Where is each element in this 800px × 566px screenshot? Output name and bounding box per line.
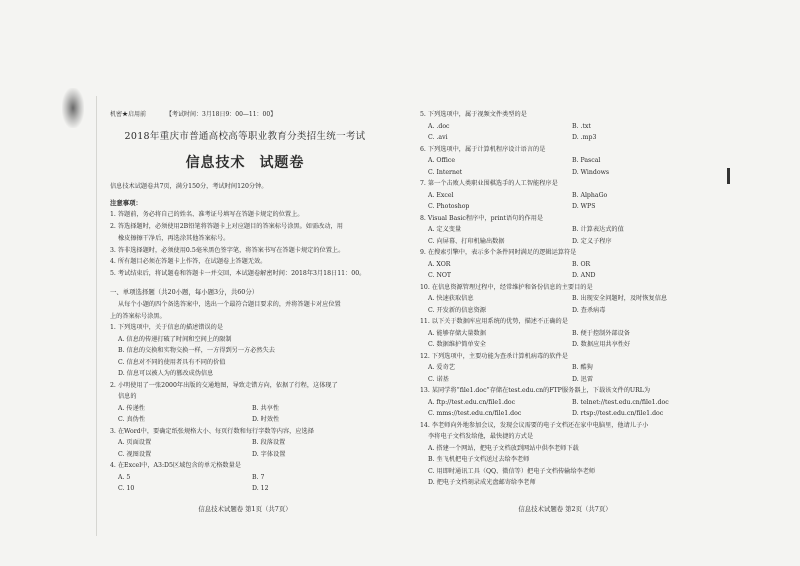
option: B. 计算表达式的值 [572, 226, 624, 233]
option: C. 诺基 [428, 375, 449, 383]
option: C. 视图设置 [118, 450, 152, 458]
option: D. rtsp://test.edu.cn/file1.doc [572, 410, 664, 417]
exam-main-title: 2018年重庆市普通高校高等职业教育分类招生统一考试 [124, 131, 366, 142]
question-stem: 12. 下列选项中，主要功能为查杀计算机病毒的软件是 [420, 352, 568, 360]
question-stem: 8. Visual Basic程序中，print语句的作用是 [420, 214, 544, 222]
question-stem: 13. 某同学将“file1.doc”存储在test.edu.cn的FTP服务器上，下载该文件的URL为 [420, 387, 651, 394]
option: A. 爱奇艺 [428, 364, 455, 371]
note-item: 2. 答选择题时，必须使用2B铅笔将答题卡上对应题目的答案标号涂黑。如需改动，用 [110, 222, 343, 230]
option: C. 用即时通讯工具（QQ、微信等）把电子文档传输给李老师 [428, 467, 596, 475]
option: B. 信息的交换和实物交换一样，一方得到另一方必然失去 [118, 347, 275, 355]
question-stem: 9. 在搜索引擎中，表示多个条件同时满足的逻辑运算符是 [420, 249, 577, 256]
option: B. 7 [252, 473, 265, 481]
option: A. 传递性 [118, 404, 145, 412]
question-stem: 10. 在信息资源管理过程中，经常维护和备份信息的主要目的是 [420, 283, 593, 291]
note-item: 3. 答非选择题时，必须使用0.5毫米黑色签字笔，将答案书写在答题卡规定的位置上。 [110, 246, 345, 254]
exam-time: 【考试时间：3月18日9：00—11：00】 [166, 111, 277, 118]
option: D. 迅雷 [572, 375, 594, 383]
option: B. 坐飞机把电子文档送过去给李老师 [428, 456, 530, 463]
options-grid [420, 342, 710, 348]
options-grid [420, 170, 710, 176]
options-grid [420, 158, 710, 164]
option: D. .mp3 [572, 134, 597, 141]
option: D. WPS [572, 203, 596, 210]
option: C. 真伪性 [118, 416, 146, 424]
option: C. Photoshop [428, 203, 470, 210]
page-footer: 信息技术试题卷 第2页（共7页） [518, 504, 612, 513]
question-stem: 4. 在Excel中，A3:D5区域包含的单元格数量是 [110, 462, 241, 470]
exam-header [110, 112, 380, 118]
options-grid [420, 400, 710, 406]
notes-heading: 注意事项： [110, 198, 142, 207]
option: B. 段落设置 [252, 439, 286, 447]
page-left [110, 112, 380, 532]
note-item: 1. 答题前，务必将自己的姓名、准考证号填写在答题卡规定的位置上。 [110, 211, 304, 219]
options-grid [420, 135, 710, 141]
option: A. 页面设置 [118, 439, 152, 447]
options-grid [420, 124, 710, 130]
option: A. Excel [428, 191, 454, 199]
section-desc: 上的答案标号涂黑。 [110, 312, 166, 320]
option: C. 数据维护简单安全 [428, 341, 486, 348]
option: D. 信息可以被人为的篡改成伪信息 [118, 370, 214, 378]
option: A. 定义变量 [428, 226, 462, 233]
option: B. 便于控制外部设备 [572, 329, 630, 337]
option: A. 能够存储大量数据 [428, 329, 486, 337]
note-item: 橡皮擦擦干净后，再选涂其他答案标号。 [118, 234, 230, 242]
option: D. 查杀病毒 [572, 306, 606, 314]
options-grid [110, 406, 380, 412]
option: C. mms://test.edu.cn/file1.doc [428, 410, 522, 417]
question-stem: 6. 下列选项中，属于计算机程序设计语言的是 [420, 145, 546, 153]
options-grid [110, 475, 380, 481]
section-desc: 从每个小题的四个备选答案中，选出一个最符合题目要求的，并将答题卡对应位置 [118, 300, 341, 308]
options-grid [420, 273, 710, 279]
option: C. 开发新的信息资源 [428, 306, 486, 314]
question-stem: 11. 以下关于数据库应用系统的优势，描述不正确的是 [420, 318, 568, 325]
subject-name: 信息技术 [185, 154, 246, 171]
option: B. 酷狗 [572, 364, 593, 371]
option: A. Office [428, 157, 455, 164]
question-stem: 5. 下列选项中，属于视频文件类型的是 [420, 111, 527, 118]
option: B. 出现安全问题时，及时恢复信息 [572, 295, 668, 302]
options-grid [420, 377, 710, 383]
note-item: 4. 所有题目必须在答题卡上作答，在试题卷上答题无效。 [110, 258, 267, 266]
option: D. AND [572, 272, 596, 279]
binding-mark [727, 168, 730, 184]
options-grid [420, 204, 710, 210]
options-grid [420, 239, 710, 245]
option: D. 把电子文档刻录成光盘邮寄给李老师 [428, 479, 536, 486]
question-stem: 3. 在Word中，要确定纸张规格大小、每页行数和每行字数等内容，应选择 [110, 427, 314, 435]
options-grid [420, 411, 710, 417]
option: B. AlphaGo [572, 191, 608, 199]
option: D. 时效性 [252, 416, 280, 424]
options-grid [110, 486, 380, 492]
question-stem: 7. 第一个击败人类职业围棋选手的人工智能程序是 [420, 180, 558, 187]
option: C. 信息对不同的使用者具有不同的价值 [118, 358, 226, 366]
options-grid [420, 365, 710, 371]
section-heading: 一、单项选择题（共20小题，每小题3分，共60分） [110, 288, 259, 297]
option: D. 字体设置 [252, 450, 286, 458]
scan-edge [96, 96, 97, 536]
question-stem-cont: 李将电子文档发给他，最快捷的方式是 [428, 433, 534, 440]
option: D. 12 [252, 485, 269, 493]
options-grid [420, 227, 710, 233]
secret-label: 机密★启用前 [110, 111, 147, 118]
option: C. .avi [428, 134, 448, 141]
paper-name: 试题卷 [259, 154, 305, 171]
page-footer: 信息技术试题卷 第1页（共7页） [198, 504, 292, 513]
page-right [420, 112, 710, 532]
option: B. telnet://test.edu.cn/file1.doc [572, 398, 669, 406]
option: C. 10 [118, 485, 135, 493]
option: B. .txt [572, 122, 591, 130]
note-item: 5. 考试结束后，将试题卷和答题卡一并交回，本试题卷解密时间：2018年3月18日11：00。 [110, 270, 366, 278]
option: D. Windows [572, 168, 610, 176]
question-stem: 2. 小明使用了一张2000年出版的交通地图，导致走错方向，依据了行程，这体现了 [110, 381, 338, 389]
option: A. ftp://test.edu.cn/file1.doc [428, 398, 516, 406]
option: B. 共享性 [252, 404, 280, 412]
option: A. 快速获取信息 [428, 295, 474, 302]
option: D. 数据应用共享性好 [572, 341, 631, 348]
options-grid [420, 262, 710, 268]
options-grid [420, 331, 710, 337]
options-grid [420, 193, 710, 199]
options-grid [110, 440, 380, 446]
exam-sub-title [110, 156, 380, 170]
option: A. XOR [428, 260, 451, 268]
option: C. NOT [428, 272, 452, 279]
question-stem: 14. 李老师向外地参加会议，发现会议需要的电子文档还在家中电脑里，他请儿子小 [420, 421, 649, 429]
option: D. 定义子程序 [572, 237, 612, 245]
options-grid [110, 452, 380, 458]
option: A. 5 [118, 473, 131, 481]
scan-shadow [62, 88, 84, 128]
option: A. .doc [428, 122, 450, 130]
options-grid [420, 296, 710, 302]
option: C. Internet [428, 168, 463, 176]
option: B. OR [572, 260, 591, 268]
option: C. 向屏幕、打印机输出数据 [428, 237, 505, 245]
question-stem: 1. 下列选项中，关于信息的描述错误的是 [110, 324, 224, 332]
intro-text: 信息技术试题卷共7页，满分150分，考试时间120分钟。 [110, 182, 268, 190]
option: B. Pascal [572, 157, 601, 164]
option: A. 信息的传递打破了时间和空间上的限制 [118, 335, 232, 343]
question-stem-cont: 信息的 [118, 393, 137, 401]
options-grid [110, 417, 380, 423]
option: A. 搭建一个网站，把电子文档放到网站中供李老师下载 [428, 444, 579, 452]
options-grid [420, 308, 710, 314]
